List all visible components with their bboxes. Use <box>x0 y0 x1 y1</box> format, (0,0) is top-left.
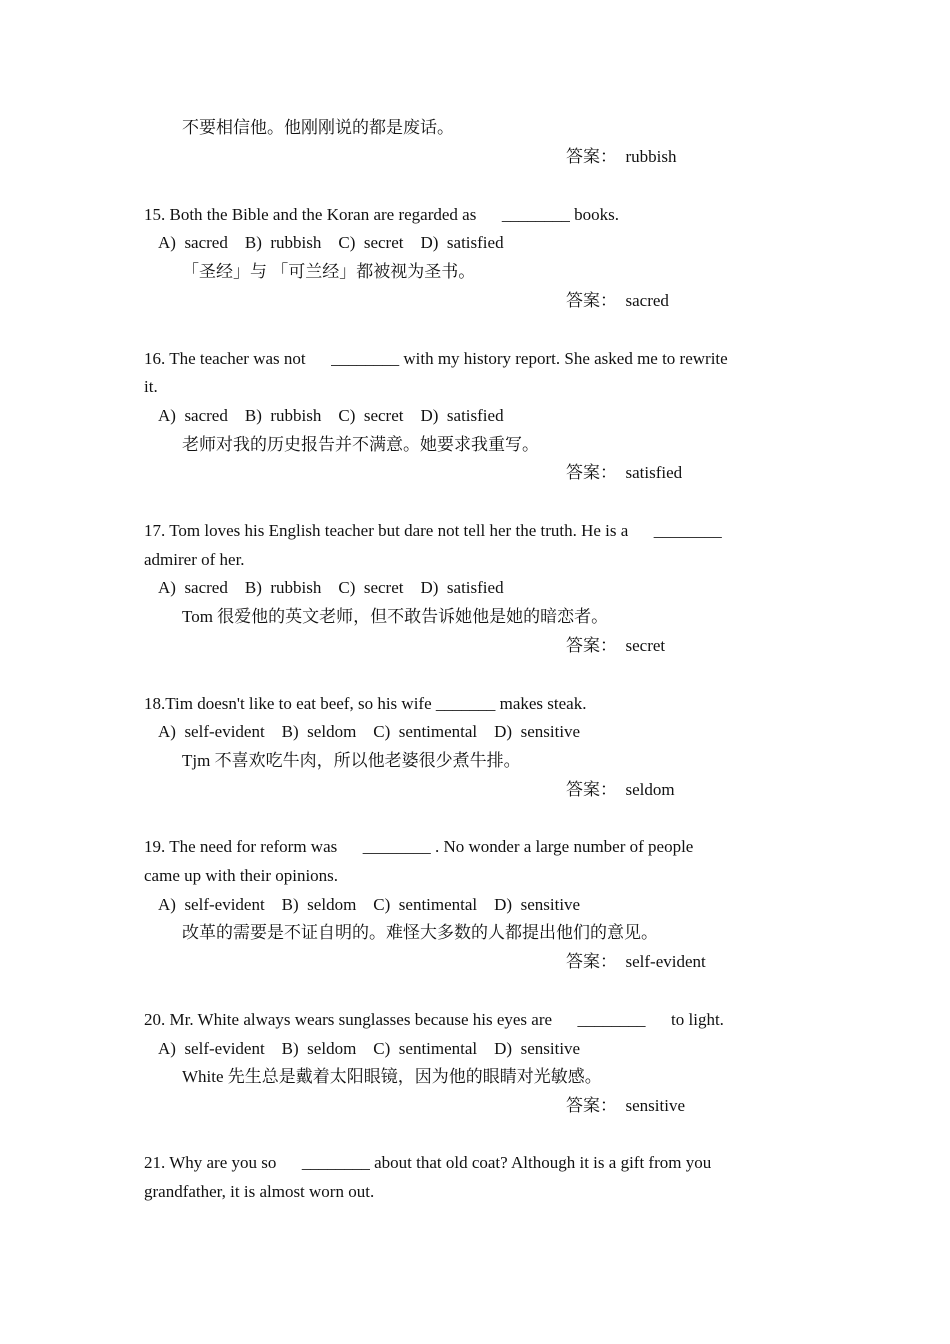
question-18-translation: Tjm 不喜欢吃牛肉，所以他老婆很少煮牛排。 <box>182 751 521 770</box>
question-16-text-line-2: it. <box>144 377 158 396</box>
question-20-options: A) self-evident B) seldom C) sentimental D) sensitive <box>158 1039 581 1058</box>
question-17-options: A) sacred B) rubbish C) secret D) satisfied <box>158 578 504 597</box>
question-20-answer: 答案： sensitive <box>566 1096 685 1115</box>
question-15-translation: 「圣经」与 「可兰经」都被视为圣书。 <box>182 262 476 281</box>
question-18-text: 18.Tim doesn't like to eat beef, so his wife _______ makes steak. <box>144 694 587 713</box>
question-15-answer: 答案： sacred <box>566 291 669 310</box>
question-19-text-line-1: 19. The need for reform was ________ . No wonder a large number of people <box>144 837 694 856</box>
question-15-text: 15. Both the Bible and the Koran are regarded as ________ books. <box>144 205 619 224</box>
question-19-answer: 答案： self-evident <box>566 952 706 971</box>
intro-translation: 不要相信他。他刚刚说的都是废话。 <box>182 118 454 137</box>
question-17-text-line-2: admirer of her. <box>144 550 245 569</box>
question-18-options: A) self-evident B) seldom C) sentimental D) sensitive <box>158 722 581 741</box>
question-19-text-line-2: came up with their opinions. <box>144 866 339 885</box>
question-17-text-line-1: 17. Tom loves his English teacher but dare not tell her the truth. He is a ________ <box>144 521 722 540</box>
intro-answer: 答案： rubbish <box>566 147 677 166</box>
question-16-answer: 答案： satisfied <box>566 463 683 482</box>
question-18-answer: 答案： seldom <box>566 780 675 799</box>
question-21-text-line-2: grandfather, it is almost worn out. <box>144 1182 375 1201</box>
question-16-text-line-1: 16. The teacher was not ________ with my history report. She asked me to rewrite <box>144 349 728 368</box>
question-20-translation: White 先生总是戴着太阳眼镜，因为他的眼睛对光敏感。 <box>182 1067 602 1086</box>
question-16-options: A) sacred B) rubbish C) secret D) satisfied <box>158 406 504 425</box>
question-17-answer: 答案： secret <box>566 636 666 655</box>
question-19-translation: 改革的需要是不证自明的。难怪大多数的人都提出他们的意见。 <box>182 923 658 942</box>
question-17-translation: Tom 很爱他的英文老师，但不敢告诉她他是她的暗恋者。 <box>182 607 609 626</box>
question-19-options: A) self-evident B) seldom C) sentimental D) sensitive <box>158 895 581 914</box>
question-15-options: A) sacred B) rubbish C) secret D) satisfied <box>158 233 504 252</box>
question-16-translation: 老师对我的历史报告并不满意。她要求我重写。 <box>182 435 539 454</box>
question-21-text-line-1: 21. Why are you so ________ about that old coat? Although it is a gift from you <box>144 1153 712 1172</box>
question-20-text: 20. Mr. White always wears sunglasses because his eyes are ________ to light. <box>144 1010 724 1029</box>
